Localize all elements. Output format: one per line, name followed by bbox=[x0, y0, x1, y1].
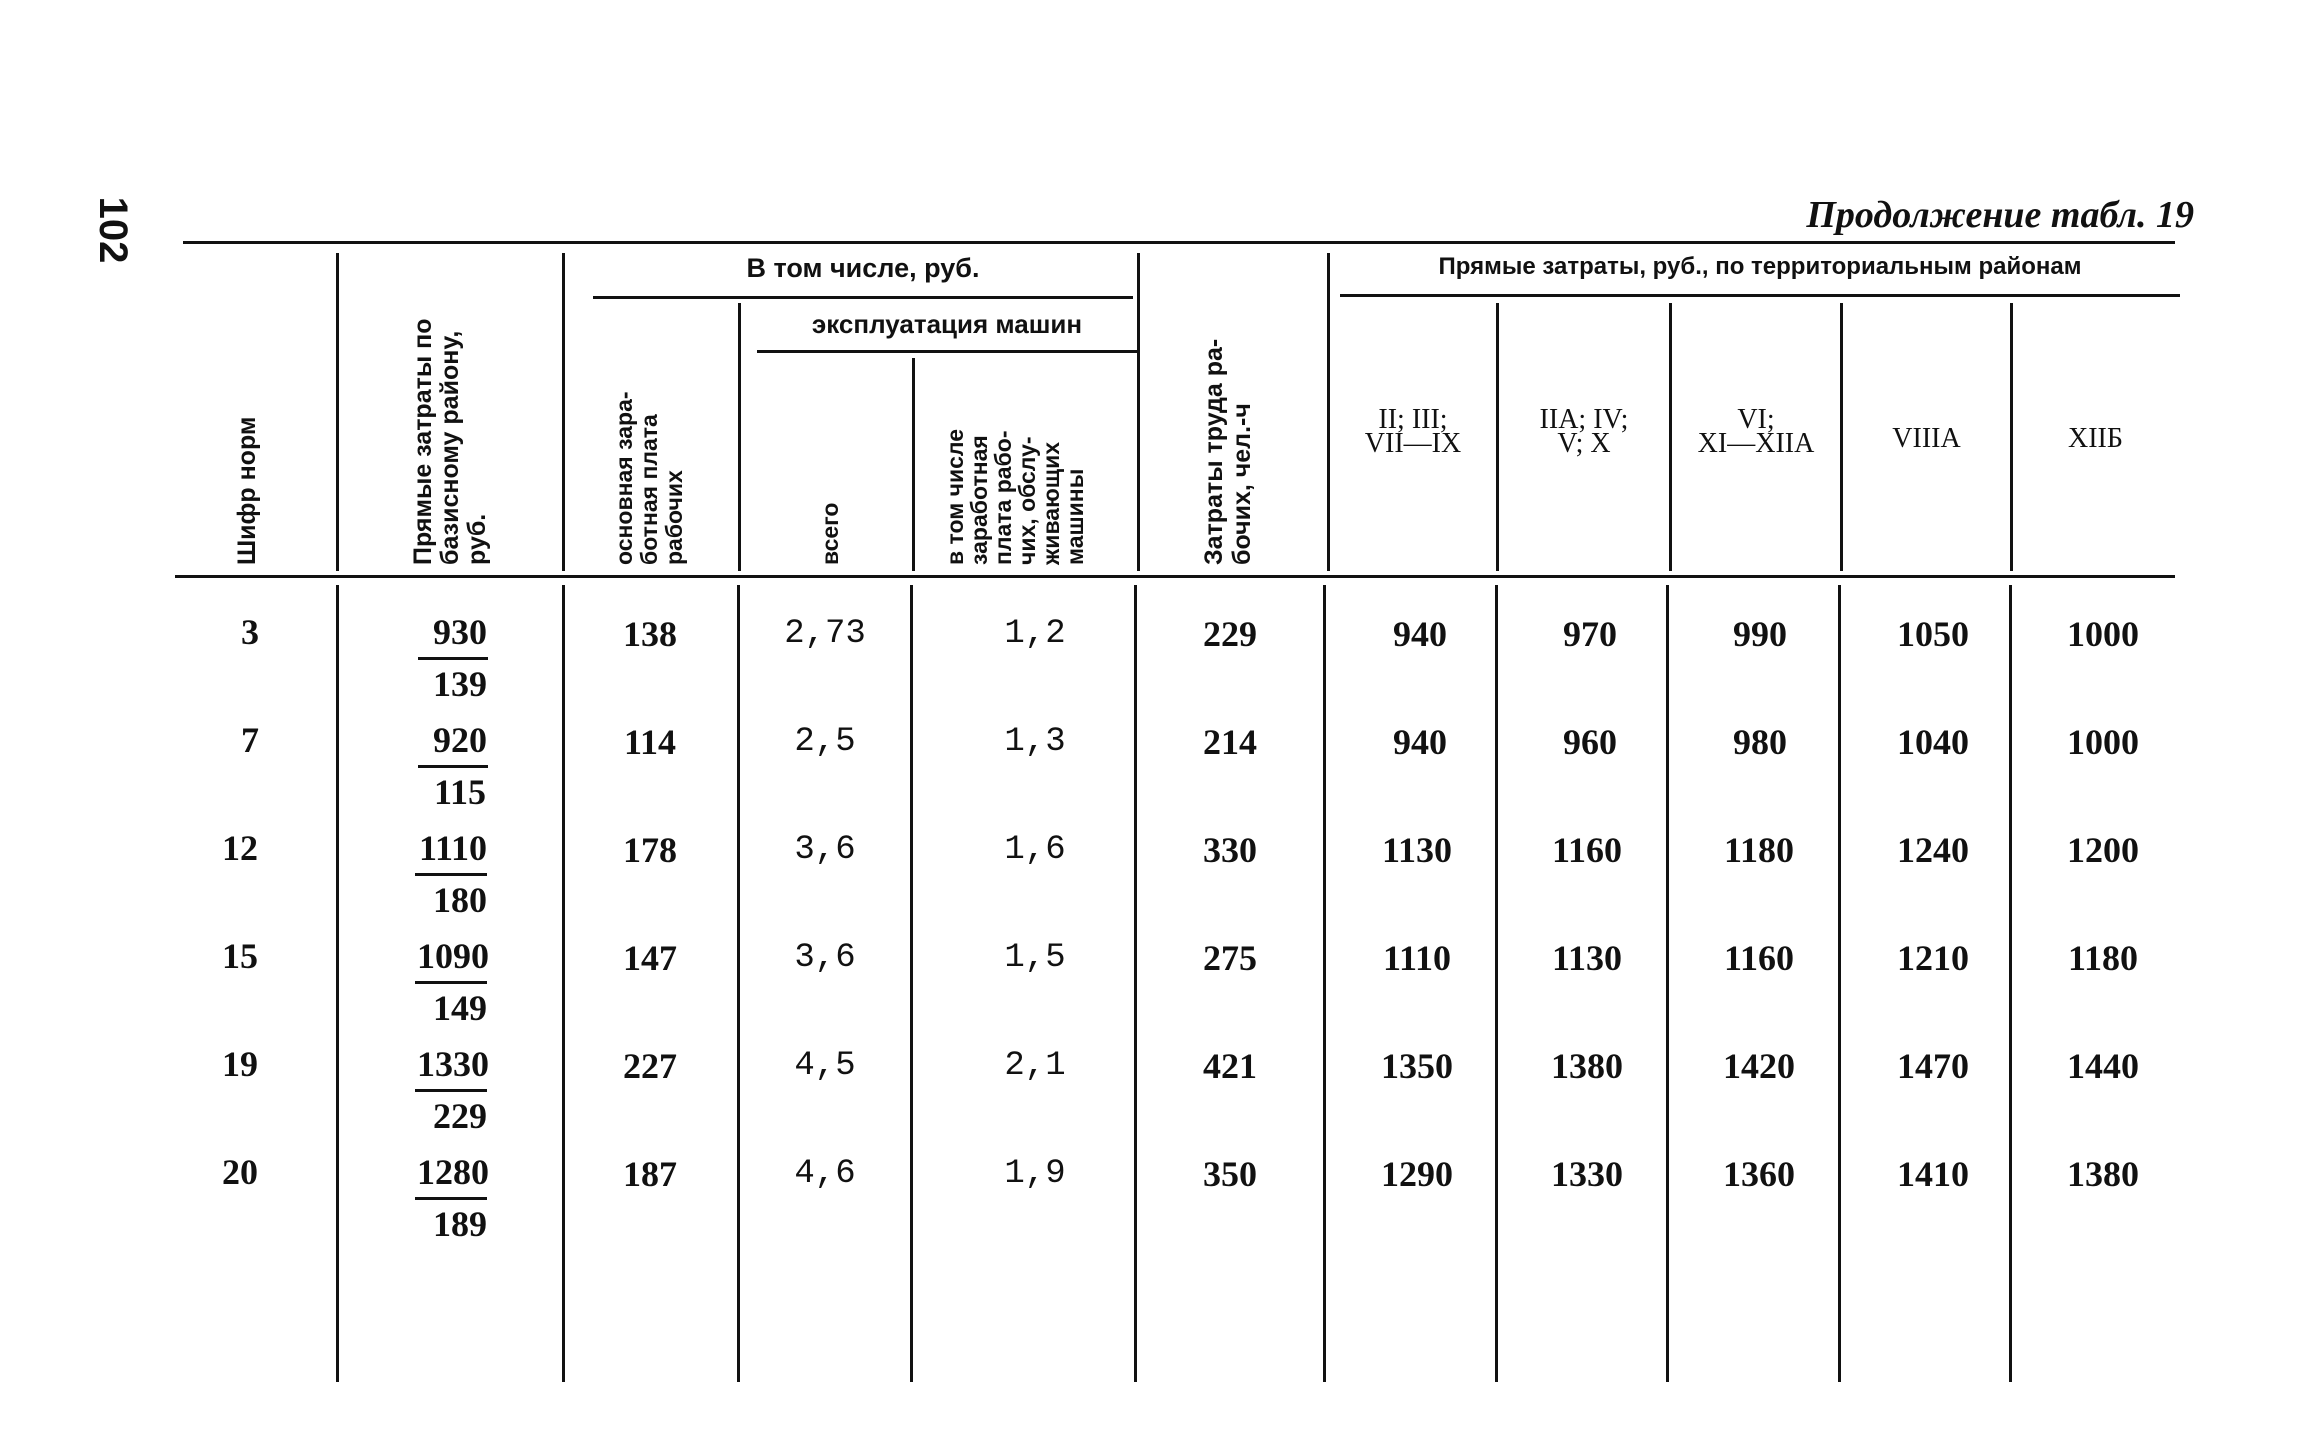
cell-region: 1130 bbox=[1381, 830, 1452, 870]
cell-region: 1040 bbox=[1897, 722, 1969, 762]
cell-region: 1470 bbox=[1897, 1046, 1969, 1086]
body-divider bbox=[1323, 585, 1326, 1382]
body-divider bbox=[336, 585, 339, 1382]
cell-code: 3 bbox=[241, 612, 259, 652]
cell-region: 1160 bbox=[1723, 938, 1794, 978]
cell-machines-wage: 1,9 bbox=[1004, 1155, 1066, 1193]
cell-wage: 227 bbox=[623, 1046, 677, 1086]
cell-region: 940 bbox=[1393, 614, 1447, 654]
fraction-bar bbox=[418, 657, 488, 660]
cell-region: 1240 bbox=[1897, 830, 1969, 870]
cell-labor: 421 bbox=[1203, 1046, 1257, 1086]
header-divider bbox=[336, 253, 339, 571]
cell-direct: 920 bbox=[433, 720, 487, 760]
body-divider bbox=[2009, 585, 2012, 1382]
cell-labor: 330 bbox=[1203, 830, 1257, 870]
cell-region: 980 bbox=[1733, 722, 1787, 762]
header-divider bbox=[738, 303, 741, 571]
header-labor: Затраты труда ра- бочих, чел.-ч bbox=[1200, 338, 1256, 565]
header-direct-base: Прямые затраты по базисному району, руб. bbox=[409, 318, 491, 565]
cell-machines-total: 4,6 bbox=[794, 1155, 856, 1193]
cell-direct-wage: 139 bbox=[433, 664, 487, 704]
cell-region: 1000 bbox=[2067, 722, 2139, 762]
cell-region: 1180 bbox=[2067, 938, 2138, 978]
regions-group-rule bbox=[1340, 294, 2180, 297]
cell-region: 1350 bbox=[1381, 1046, 1453, 1086]
cell-machines-total: 4,5 bbox=[794, 1047, 856, 1085]
cell-machines-wage: 1,2 bbox=[1004, 615, 1066, 653]
cell-machines-wage: 1,5 bbox=[1004, 939, 1066, 977]
cell-machines-wage: 1,6 bbox=[1004, 831, 1066, 869]
body-divider bbox=[1495, 585, 1498, 1382]
cell-labor: 229 bbox=[1203, 614, 1257, 654]
cell-direct-wage: 189 bbox=[433, 1204, 487, 1244]
cell-region: 1290 bbox=[1381, 1154, 1453, 1194]
cell-machines-total: 3,6 bbox=[794, 939, 856, 977]
body-divider bbox=[910, 585, 913, 1382]
header-incl-group: В том числе, руб. bbox=[746, 253, 980, 283]
incl-group-rule bbox=[593, 296, 1133, 299]
header-region-1: II; III; VII—IX bbox=[1364, 404, 1462, 459]
cell-region: 1410 bbox=[1897, 1154, 1969, 1194]
cell-region: 1380 bbox=[2067, 1154, 2139, 1194]
cell-wage: 147 bbox=[623, 938, 677, 978]
cell-wage: 138 bbox=[623, 614, 677, 654]
cell-wage: 178 bbox=[623, 830, 677, 870]
cell-region: 970 bbox=[1563, 614, 1617, 654]
header-region-5: XIIБ bbox=[2068, 423, 2123, 454]
cell-region: 1440 bbox=[2067, 1046, 2139, 1086]
cell-code: 20 bbox=[222, 1152, 258, 1192]
cell-region: 960 bbox=[1563, 722, 1617, 762]
cell-code: 15 bbox=[222, 936, 258, 976]
header-divider bbox=[912, 358, 915, 571]
cell-machines-wage: 2,1 bbox=[1004, 1047, 1066, 1085]
header-regions-group: Прямые затраты, руб., по территориальным районам bbox=[1438, 253, 2082, 280]
cell-direct-wage: 180 bbox=[433, 880, 487, 920]
header-divider bbox=[562, 253, 565, 571]
body-divider bbox=[1838, 585, 1841, 1382]
header-code: Шифр норм bbox=[233, 416, 261, 565]
cell-region: 1330 bbox=[1551, 1154, 1623, 1194]
cell-direct: 1280 bbox=[417, 1152, 489, 1192]
header-bottom-rule bbox=[175, 575, 2175, 578]
header-divider bbox=[1137, 253, 1140, 571]
header-machines-total: всего bbox=[817, 502, 843, 565]
header-region-2: IIA; IV; V; X bbox=[1539, 404, 1629, 459]
cell-region: 1200 bbox=[2067, 830, 2139, 870]
fraction-bar bbox=[415, 981, 487, 984]
cell-machines-wage: 1,3 bbox=[1004, 723, 1066, 761]
cell-machines-total: 2,73 bbox=[784, 615, 866, 653]
fraction-bar bbox=[418, 765, 488, 768]
cell-machines-total: 3,6 bbox=[794, 831, 856, 869]
cell-direct-wage: 115 bbox=[433, 772, 486, 812]
cell-region: 1420 bbox=[1723, 1046, 1795, 1086]
cell-labor: 350 bbox=[1203, 1154, 1257, 1194]
cell-region: 1380 bbox=[1551, 1046, 1623, 1086]
cell-labor: 214 bbox=[1203, 722, 1257, 762]
cell-wage: 114 bbox=[623, 722, 676, 762]
cell-direct-wage: 229 bbox=[433, 1096, 487, 1136]
cell-region: 1210 bbox=[1897, 938, 1969, 978]
body-divider bbox=[562, 585, 565, 1382]
cell-code: 12 bbox=[222, 828, 258, 868]
cell-region: 1160 bbox=[1551, 830, 1622, 870]
table-continuation-title: Продолжение табл. 19 bbox=[1806, 194, 2194, 236]
body-divider bbox=[1134, 585, 1137, 1382]
cell-region: 1360 bbox=[1723, 1154, 1795, 1194]
cell-region: 1180 bbox=[1723, 830, 1794, 870]
cell-direct: 930 bbox=[433, 612, 487, 652]
cell-wage: 187 bbox=[623, 1154, 677, 1194]
cell-direct: 1090 bbox=[417, 936, 489, 976]
fraction-bar bbox=[415, 1197, 487, 1200]
page-number: 102 bbox=[91, 196, 135, 264]
cell-direct-wage: 149 bbox=[433, 988, 487, 1028]
machines-group-rule bbox=[757, 350, 1137, 353]
header-region-4: VIIIA bbox=[1892, 423, 1961, 454]
cell-region: 1130 bbox=[1551, 938, 1622, 978]
cell-region: 990 bbox=[1733, 614, 1787, 654]
cell-direct: 1330 bbox=[417, 1044, 489, 1084]
fraction-bar bbox=[415, 873, 487, 876]
cell-region: 1110 bbox=[1382, 938, 1452, 978]
header-machines-group: эксплуатация машин bbox=[811, 309, 1083, 339]
cell-direct: 1110 bbox=[418, 828, 488, 868]
cell-code: 19 bbox=[222, 1044, 258, 1084]
cell-labor: 275 bbox=[1203, 938, 1257, 978]
cell-machines-total: 2,5 bbox=[794, 723, 856, 761]
cell-region: 1000 bbox=[2067, 614, 2139, 654]
cell-region: 940 bbox=[1393, 722, 1447, 762]
cell-region: 1050 bbox=[1897, 614, 1969, 654]
body-divider bbox=[737, 585, 740, 1382]
body-divider bbox=[1666, 585, 1669, 1382]
header-machines-wage: в том числе заработная плата рабо- чих, обслу- живающих машины bbox=[942, 428, 1088, 565]
header-region-3: VI; XI—XIIA bbox=[1697, 404, 1815, 459]
table-top-rule bbox=[183, 241, 2175, 244]
fraction-bar bbox=[415, 1089, 487, 1092]
header-wage: основная зара- ботная плата рабочих bbox=[611, 391, 687, 565]
cell-code: 7 bbox=[241, 720, 259, 760]
